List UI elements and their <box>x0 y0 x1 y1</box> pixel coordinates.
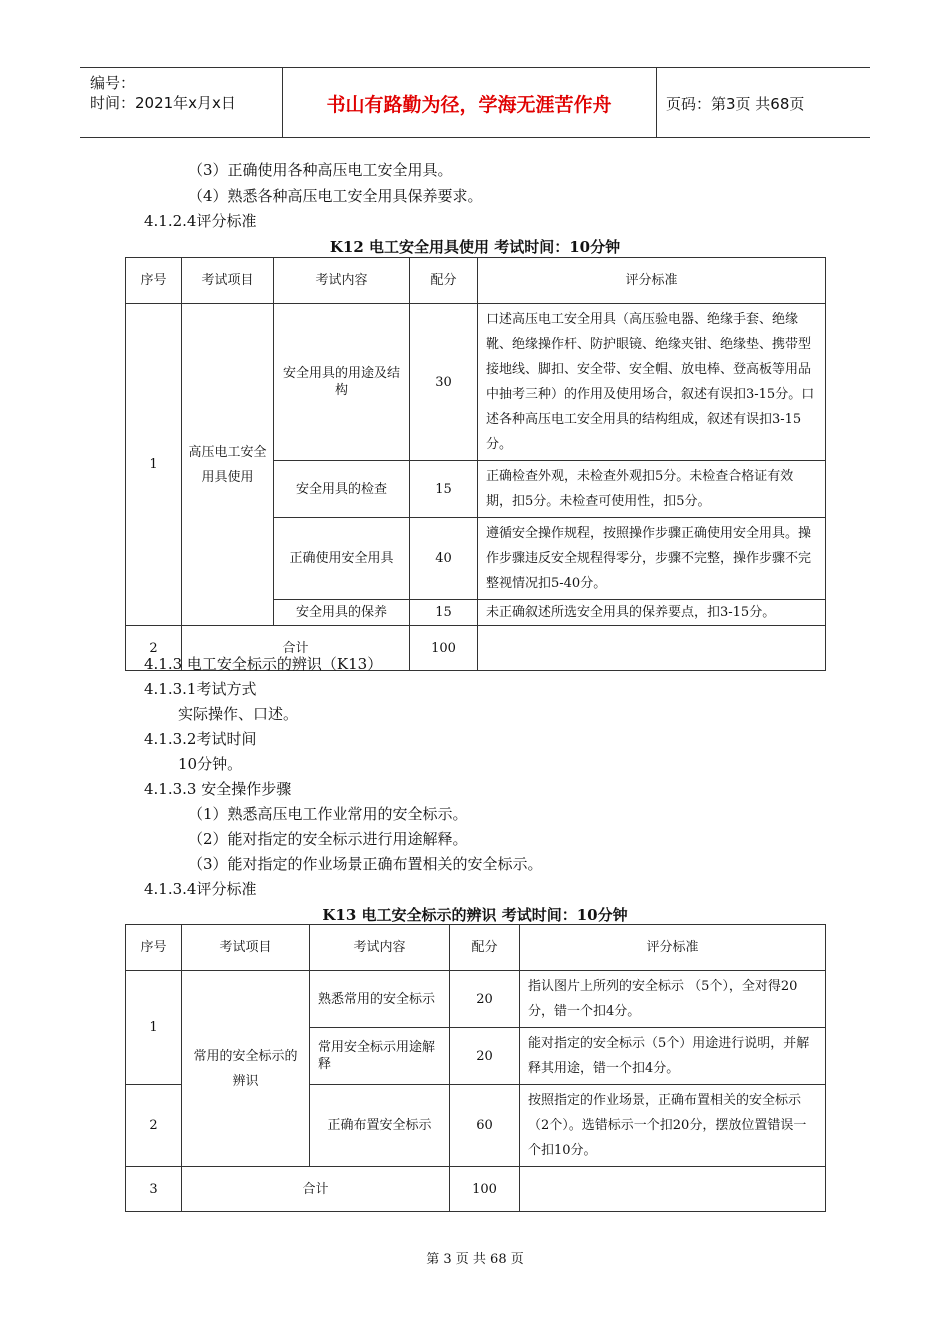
section-heading: 4.1.2.4评分标准 <box>144 212 257 230</box>
total-score: 100 <box>410 626 478 671</box>
list-item: （3）正确使用各种高压电工安全用具。 <box>188 161 453 179</box>
table-header-row <box>126 925 826 971</box>
list-item: （3）能对指定的作业场景正确布置相关的安全标示。 <box>188 855 543 873</box>
criteria-text: 能对指定的安全标示（5个）用途进行说明，并解释其用途，错一个扣4分。 <box>520 1028 826 1085</box>
exam-content: 正确使用安全用具 <box>274 518 410 600</box>
exam-content: 常用安全标示用途解释 <box>310 1028 450 1085</box>
paragraph: 10分钟。 <box>178 755 243 773</box>
section-heading: 4.1.3.2考试时间 <box>144 730 257 748</box>
score-value: 20 <box>450 1028 520 1085</box>
column-header: 评分标准 <box>478 258 826 304</box>
column-header: 序号 <box>126 925 182 971</box>
criteria-text: 口述高压电工安全用具（高压验电器、绝缘手套、绝缘靴、绝缘操作杆、防护眼镜、绝缘夹钳、绝缘垫、携带型接地线、脚扣、安全带、安全帽、放电棒、登高板等用品中抽考三种）的作用及使用场合，叙述有误扣3-15分。口述各种高压电工安全用具的结构组成，叙述有误扣3-15分。 <box>478 304 826 461</box>
section-heading: 4.1.3.1考试方式 <box>144 680 257 698</box>
page-footer: 第 3 页 共 68 页 <box>426 1252 524 1267</box>
row-number: 3 <box>126 1167 182 1212</box>
column-header: 考试项目 <box>182 925 310 971</box>
table-row <box>126 971 826 1028</box>
exam-content: 正确布置安全标示 <box>310 1085 450 1167</box>
table-row <box>126 304 826 461</box>
column-header: 考试内容 <box>274 258 410 304</box>
scoring-table-k13 <box>125 924 826 1212</box>
score-value: 40 <box>410 518 478 600</box>
table-caption: K12 电工安全用具使用 考试时间：10分钟 <box>329 238 621 256</box>
score-value: 20 <box>450 971 520 1028</box>
criteria-text: 遵循安全操作规程，按照操作步骤正确使用安全用具。操作步骤违反安全规程得零分，步骤不完整，操作步骤不完整视情况扣5-40分。 <box>478 518 826 600</box>
criteria-text: 正确检查外观，未检查外观扣5分。未检查合格证有效期，扣5分。未检查可使用性，扣5分。 <box>478 461 826 518</box>
total-label: 合计 <box>182 1167 450 1212</box>
section-heading: 4.1.3 电工安全标示的辨识（K13） <box>144 655 383 673</box>
table-total-row <box>126 1167 826 1212</box>
column-header: 序号 <box>126 258 182 304</box>
score-value: 30 <box>410 304 478 461</box>
column-header: 配分 <box>410 258 478 304</box>
section-heading: 4.1.3.4评分标准 <box>144 880 257 898</box>
column-header: 考试项目 <box>182 258 274 304</box>
score-value: 15 <box>410 461 478 518</box>
row-number: 2 <box>126 626 182 671</box>
criteria-text: 按照指定的作业场景，正确布置相关的安全标示（2个）。选错标示一个扣20分，摆放位置错误一个扣10分。 <box>520 1085 826 1167</box>
header-page-code: 页码：第3页 共68页 <box>666 95 805 113</box>
header-divider <box>656 68 657 137</box>
exam-item: 常用的安全标示的辨识 <box>182 971 310 1167</box>
total-criteria <box>478 626 826 671</box>
column-header: 考试内容 <box>310 925 450 971</box>
score-value: 60 <box>450 1085 520 1167</box>
list-item: （4）熟悉各种高压电工安全用具保养要求。 <box>188 187 483 205</box>
row-number: 1 <box>126 304 182 626</box>
total-label: 合计 <box>182 626 410 671</box>
exam-content: 熟悉常用的安全标示 <box>310 971 450 1028</box>
total-score: 100 <box>450 1167 520 1212</box>
header-motto: 书山有路勤为径，学海无涯苦作舟 <box>326 94 612 116</box>
scoring-table-k12 <box>125 257 826 671</box>
criteria-text: 未正确叙述所选安全用具的保养要点，扣3-15分。 <box>478 600 826 626</box>
number-label: 编号： <box>90 74 136 92</box>
section-heading: 4.1.3.3 安全操作步骤 <box>144 780 292 798</box>
row-number: 1 <box>126 971 182 1085</box>
exam-content: 安全用具的保养 <box>274 600 410 626</box>
table-caption: K13 电工安全标示的辨识 考试时间：10分钟 <box>322 906 628 924</box>
exam-content: 安全用具的用途及结构 <box>274 304 410 461</box>
page-header <box>80 67 870 138</box>
column-header: 评分标准 <box>520 925 826 971</box>
header-meta <box>90 73 236 113</box>
column-header: 配分 <box>450 925 520 971</box>
row-number: 2 <box>126 1085 182 1167</box>
list-item: （2）能对指定的安全标示进行用途解释。 <box>188 830 468 848</box>
exam-item: 高压电工安全用具使用 <box>182 304 274 626</box>
list-item: （1）熟悉高压电工作业常用的安全标示。 <box>188 805 468 823</box>
paragraph: 实际操作、口述。 <box>178 705 299 723</box>
criteria-text: 指认图片上所列的安全标示 （5个），全对得20分，错一个扣4分。 <box>520 971 826 1028</box>
table-header-row <box>126 258 826 304</box>
date-label: 时间：2021年x月x日 <box>90 94 236 112</box>
score-value: 15 <box>410 600 478 626</box>
total-criteria <box>520 1167 826 1212</box>
exam-content: 安全用具的检查 <box>274 461 410 518</box>
